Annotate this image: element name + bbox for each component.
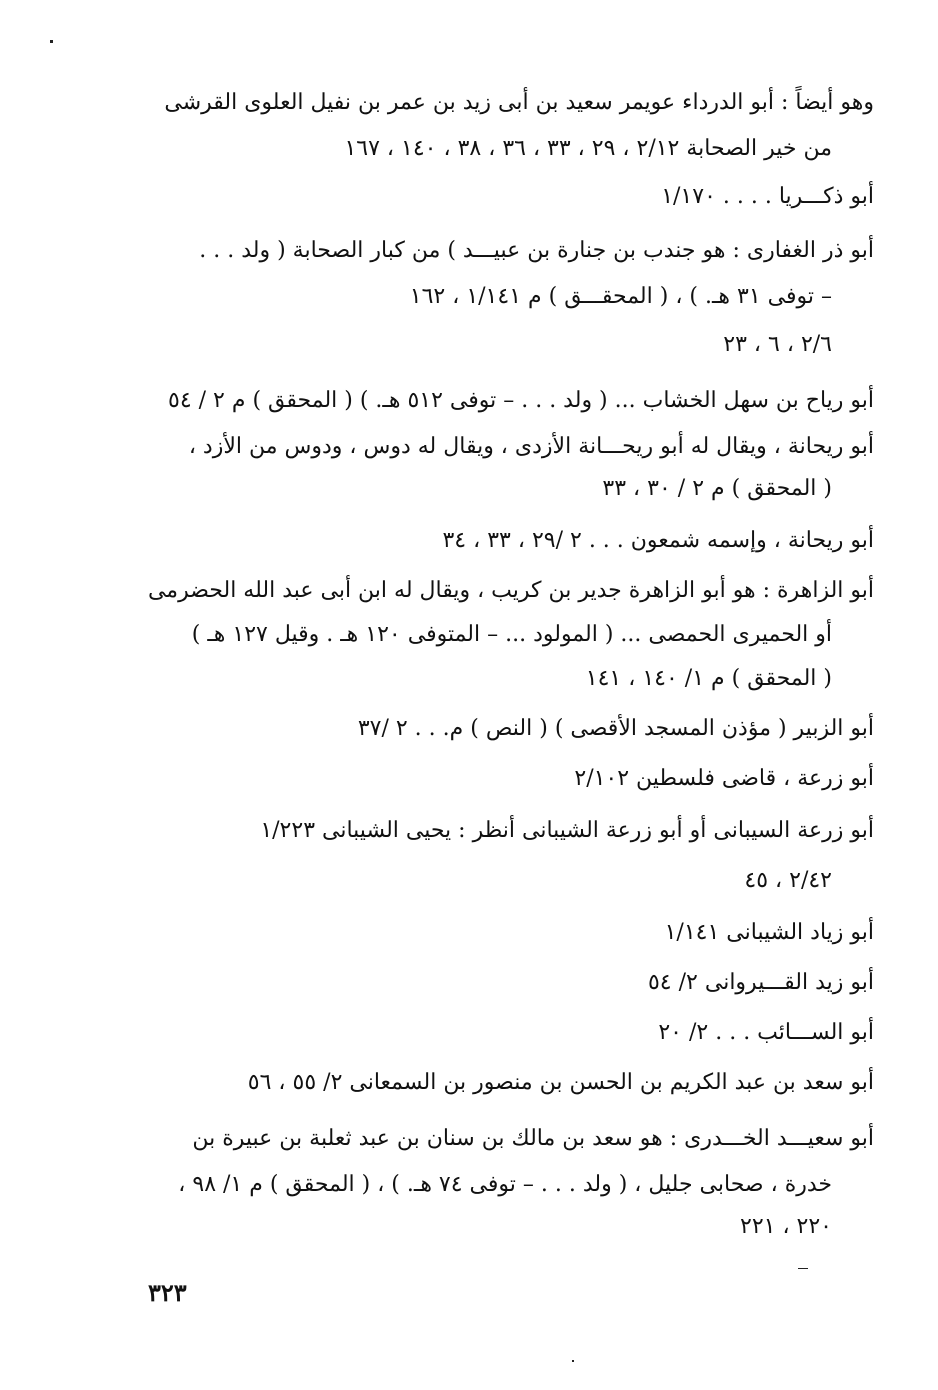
entry-line: أبو ذر الغفارى : هو جندب بن جنارة بن عبيـــد ) من كبار الصحابة ( ولد . . . [199, 238, 874, 263]
entry-line: أبو رياح بن سهل الخشاب ... ( ولد . . . – توفى ٥١٢ هـ. ) ( المحقق ) م ٢ / ٥٤ [168, 388, 874, 413]
entry-line: خدرة ، صحابى جليل ، ( ولد . . . – توفى ٧٤ هـ. ) ، ( المحقق ) م ١/ ٩٨ ، [178, 1172, 832, 1197]
entry-line: أبو ريحانة ، وإسمه شمعون . . . ٢ /٢٩ ، ٣٣ ، ٣٤ [442, 528, 874, 553]
entry-line: أبو زرعة ، قاضى فلسطين ٢/١٠٢ [574, 766, 874, 791]
entry-line: أبو زياد الشيبانى ١/١٤١ [664, 920, 874, 945]
entry-line: ( المحقق ) م ١/ ١٤٠ ، ١٤١ [585, 666, 832, 691]
entry-line: وهو أيضاً : أبو الدرداء عويمر سعيد بن أبى زيد بن عمر بن نفيل العلوى القرشى [164, 90, 874, 115]
scan-speck [572, 1360, 574, 1362]
entry-line: أو الحميرى الحمصى ... ( المولود ... – المتوفى ١٢٠ هـ . وقيل ١٢٧ هـ ) [191, 622, 832, 647]
scan-speck [798, 1268, 808, 1269]
entry-line: أبو زيد القـــيروانى ٢/ ٥٤ [647, 970, 874, 995]
entry-line: أبو الزاهرة : هو أبو الزاهرة جدير بن كريب ، ويقال له ابن أبى عبد الله الحضرمى [147, 578, 874, 603]
page-number: ٣٢٣ [148, 1278, 187, 1307]
entry-line: أبو ريحانة ، ويقال له أبو ريحـــانة الأزدى ، ويقال له دوس ، ودوس من الأزد ، [188, 434, 874, 459]
entry-line: أبو الزبير ( مؤذن المسجد الأقصى ) ( النص ) م. . . ٢ /٣٧ [357, 716, 874, 741]
entry-line: – توفى ٣١ هـ. ) ، ( المحقـــق ) م ١/١٤١ ، ١٦٢ [409, 284, 832, 309]
entry-line: أبو الســـائب . . . ٢/ ٢٠ [658, 1020, 874, 1045]
entry-line: ٢/٦ ، ٦ ، ٢٣ [723, 332, 832, 357]
entry-line: من خير الصحابة ٢/١٢ ، ٢٩ ، ٣٣ ، ٣٦ ، ٣٨ ، ١٤٠ ، ١٦٧ [344, 136, 832, 161]
entry-line: ٢/٤٢ ، ٤٥ [744, 868, 832, 893]
entry-line: أبو سعد بن عبد الكريم بن الحسن بن منصور بن السمعانى ٢/ ٥٥ ، ٥٦ [247, 1070, 874, 1095]
entry-line: أبو ذكـــريا . . . . ١/١٧٠ [661, 184, 874, 209]
entry-line: أبو سعيـــد الخـــدرى : هو سعد بن مالك بن سنان بن عبد ثعلبة بن عبيرة بن [192, 1126, 874, 1151]
entry-line: أبو زرعة السيبانى أو أبو زرعة الشيبانى أنظر : يحيى الشيبانى ١/٢٢٣ [260, 818, 874, 843]
entry-line: ٢٢٠ ، ٢٢١ [740, 1214, 832, 1239]
scan-speck [50, 40, 53, 43]
entry-line: ( المحقق ) م ٢ / ٣٠ ، ٣٣ [602, 476, 832, 501]
